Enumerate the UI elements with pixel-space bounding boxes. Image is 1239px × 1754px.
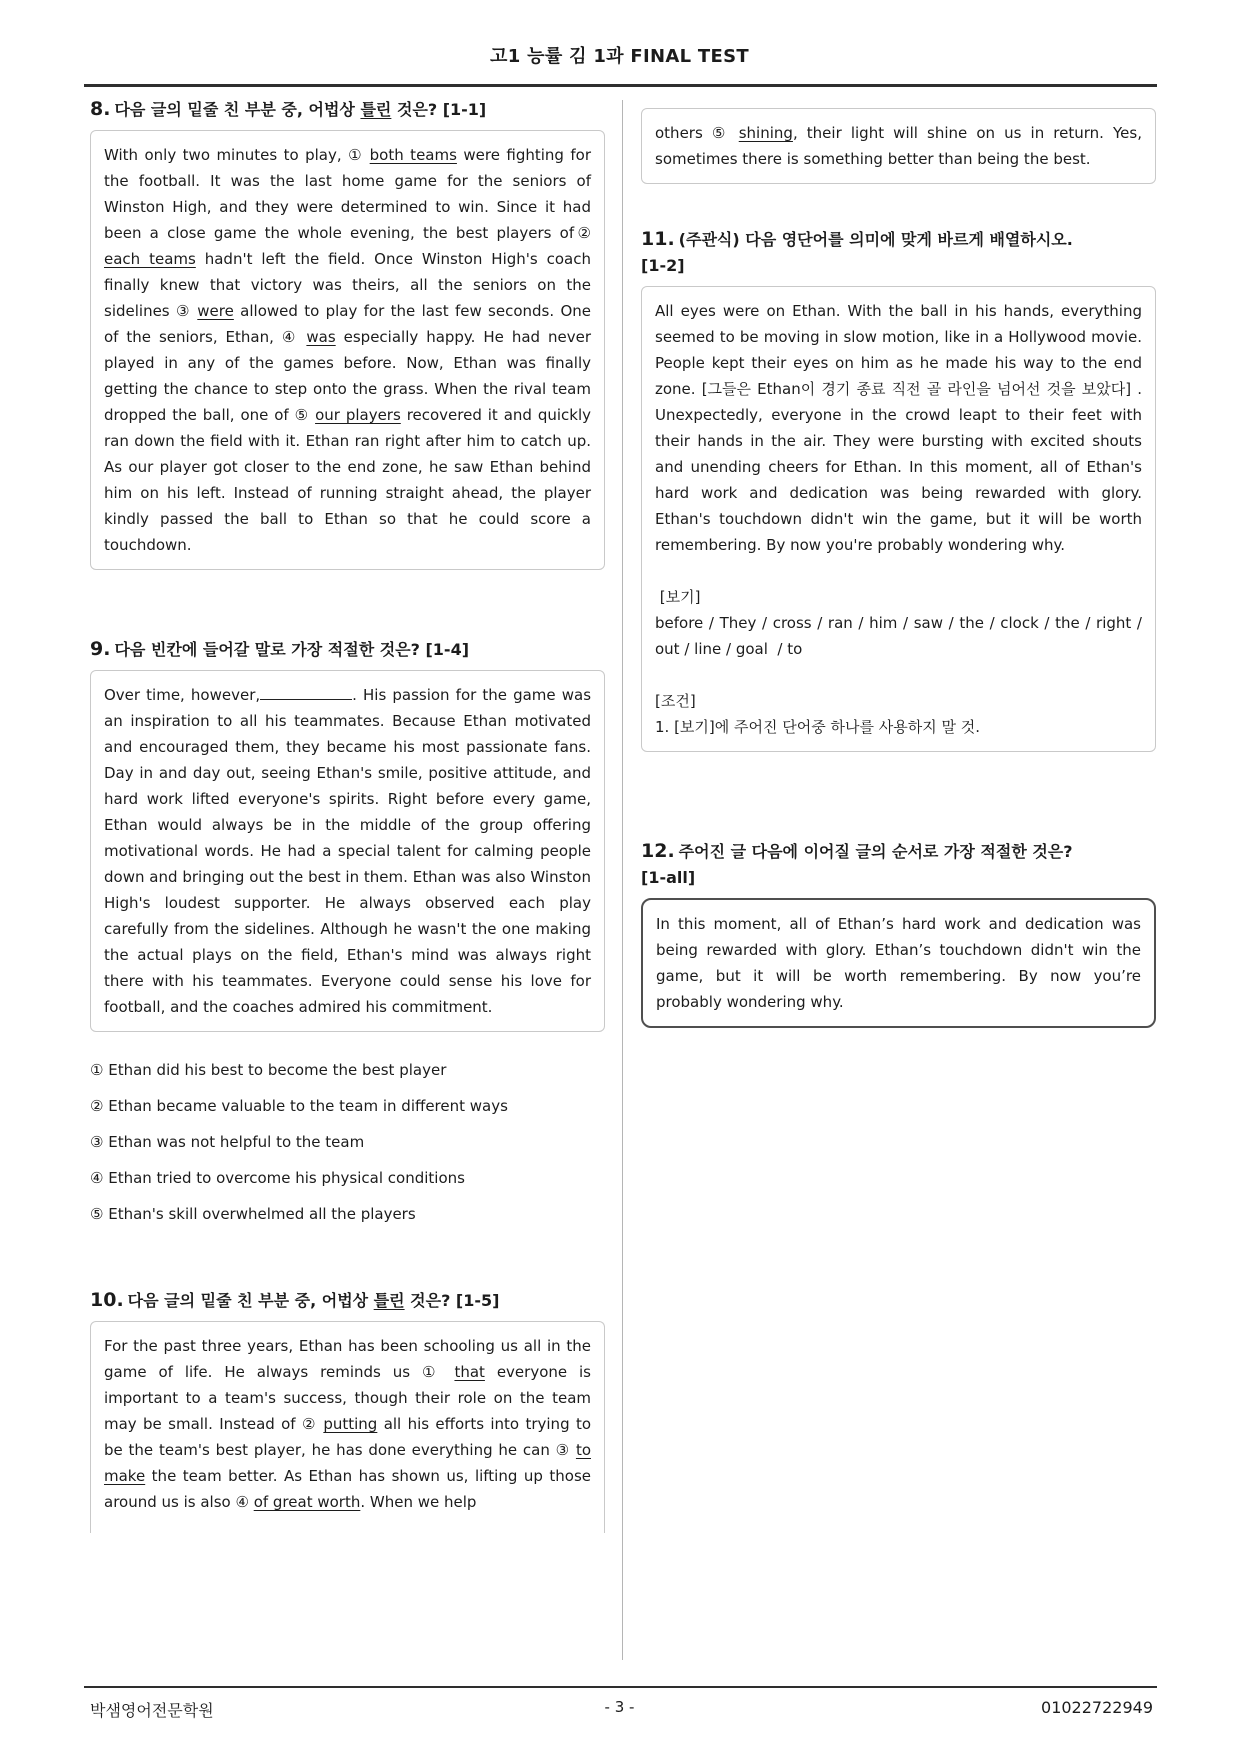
right-column — [641, 96, 1156, 1028]
answer-option-2: ② Ethan became valuable to the team in different ways — [90, 1097, 508, 1115]
footer-academy-name: 박샘영어전문학원 — [90, 1701, 214, 1720]
question-8-number: 8. — [90, 98, 111, 120]
question-11-number: 11. — [641, 228, 675, 250]
question-11-passage-box — [641, 286, 1156, 752]
answer-option-5: ⑤ Ethan's skill overwhelmed all the players — [90, 1205, 416, 1223]
question-8-heading — [90, 96, 605, 123]
question-12-title: 주어진 글 다음에 이어질 글의 순서로 가장 적절한 것은? [1-all] — [641, 842, 1073, 887]
column-divider — [622, 100, 623, 1660]
question-12 — [641, 838, 1156, 1028]
continuation-passage-box — [641, 108, 1156, 184]
question-8 — [90, 96, 605, 570]
question-12-number: 12. — [641, 840, 675, 862]
question-9-passage: Over time, however, . His passion for the game was an inspiration to all his teammates. Because Ethan motivated and encouraged them, they became his most passionate fans. Day in and day out, seeing Ethan's smile, positive attitude, and hard work lifted everyone's spirits. Right before every game, Ethan would always be in the middle of the group offering motivational words. He had a special talent for calming people down and bringing out the best in them. Ethan was also Winston High's loudest supporter. He always observed each play carefully from the sidelines. Although he wasn't the one making the actual plays on the field, Ethan's mind was always right there with his teammates. Everyone could sense his love for football, and the coaches admired his commitment. — [104, 686, 592, 1016]
question-10-heading — [90, 1287, 605, 1314]
page-title: 고1 능률 김 1과 FINAL TEST — [490, 46, 749, 67]
question-10-number: 10. — [90, 1289, 124, 1311]
question-8-title: 다음 글의 밑줄 친 부분 중, 어법상 틀린 것은? [1-1] — [114, 100, 487, 119]
footer-rule — [84, 1686, 1157, 1688]
question-11-heading — [641, 226, 1156, 279]
footer-page-number: - 3 - — [604, 1698, 635, 1716]
question-12-passage: In this moment, all of Ethan’s hard work and dedication was being rewarded with glory. Ethan’s touchdown didn't win the game, but it will be worth remembering. By now you’re probably wondering why. — [656, 915, 1141, 1011]
question-11-title: (주관식) 다음 영단어를 의미에 맞게 바르게 배열하시오. [1-2] — [641, 230, 1073, 275]
question-11-passage: All eyes were on Ethan. With the ball in his hands, everything seemed to be moving in slow motion, like in a Hollywood movie. People kept their eyes on him as he made his way to the end zone. [그들은 Ethan이 경기 종료 직전 골 라인을 넘어선 것을 보았다] . Unexpectedly, everyone in the crowd leapt to their feet with their hands in the air. They were bursting with excited shouts and unending cheers for Ethan. In this moment, all of Ethan's hard work and dedication was being rewarded with glory. Ethan's touchdown didn't win the game, but it will be worth remembering. By now you're probably wondering why. [보기] before / They / cross / ran / him / saw / the / clock / the / right / out / line / goal / to [조건] 1. [보기]에 주어진 단어중 하나를 사용하지 말 것. — [655, 302, 1142, 736]
question-10-passage: For the past three years, Ethan has been schooling us all in the game of life. He always reminds us ① that everyone is important to a team's success, though their role on the team may be small. Instead of ② putting all his efforts into trying to be the team's best player, he has done everything he can ③ to make the team better. As Ethan has shown us, lifting up those around us is also ④ of great worth. When we help — [104, 1337, 591, 1511]
question-9-passage-box — [90, 670, 605, 1032]
question-10-title: 다음 글의 밑줄 친 부분 중, 어법상 틀린 것은? [1-5] — [127, 1291, 500, 1310]
question-9 — [90, 636, 605, 1227]
question-8-passage-box — [90, 130, 605, 570]
header-rule — [84, 84, 1157, 87]
question-11 — [641, 226, 1156, 752]
question-9-number: 9. — [90, 638, 111, 660]
question-10-passage-box — [90, 1321, 605, 1533]
question-8-passage: With only two minutes to play, ① both teams were fighting for the football. It was the last home game for the seniors of Winston High, and they were determined to win. Since it had been a close game the whole evening, the best players of② each teams hadn't left the field. Once Winston High's coach finally knew that victory was theirs, all the seniors on the sidelines ③ were allowed to play for the last few seconds. One of the seniors, Ethan, ④ was especially happy. He had never played in any of the games before. Now, Ethan was finally getting the chance to step onto the grass. When the rival team dropped the ball, one of ⑤ our players recovered it and quickly ran down the field with it. Ethan ran right after him to catch up. As our player got closer to the end zone, he saw Ethan behind him on his left. Instead of running straight ahead, the player kindly passed the ball to Ethan so that he could score a touchdown. — [104, 146, 592, 554]
question-12-heading — [641, 838, 1156, 891]
footer-phone-number: 01022722949 — [1041, 1698, 1153, 1717]
answer-option-4: ④ Ethan tried to overcome his physical conditions — [90, 1169, 465, 1187]
answer-option-3: ③ Ethan was not helpful to the team — [90, 1133, 365, 1151]
question-9-options — [90, 1057, 605, 1227]
answer-option-1: ① Ethan did his best to become the best player — [90, 1061, 447, 1079]
question-10 — [90, 1287, 605, 1533]
question-12-passage-box — [641, 898, 1156, 1028]
left-column — [90, 96, 605, 1533]
question-9-heading — [90, 636, 605, 663]
continuation-passage: others ⑤ shining, their light will shine on us in return. Yes, sometimes there is something better than being the best. — [655, 124, 1142, 168]
question-9-title: 다음 빈칸에 들어갈 말로 가장 적절한 것은? [1-4] — [114, 640, 470, 659]
